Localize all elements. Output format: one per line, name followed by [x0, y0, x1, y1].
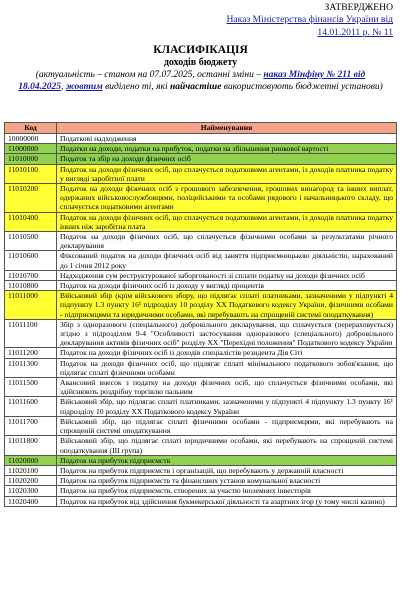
- table-row: [5, 455, 397, 465]
- row-code: 11011100: [5, 319, 57, 348]
- row-name: Податкові надходження: [57, 134, 397, 144]
- row-name: Авансовий внесок з податку на доходи фізичних осіб, що сплачується фізичними особами, які здійснюють роздрібну торгівлю пальним: [57, 378, 397, 397]
- row-name: Податки на доходи, податки на прибуток, податки на збільшення ринкової вартості: [57, 144, 397, 154]
- row-name: Військовий збір, що підлягає сплаті юридичними особами, які перебувають на спрощеній системі оподаткування (III група): [57, 436, 397, 455]
- row-code: 11011800: [5, 436, 57, 455]
- row-code: 11020400: [5, 496, 57, 506]
- table-row: [5, 144, 397, 154]
- table-row: [5, 270, 397, 280]
- approval-status: ЗАТВЕРДЖЕНО: [324, 2, 393, 13]
- note-emphasis-word: найчастіше: [169, 82, 222, 92]
- table-row: [5, 436, 397, 455]
- table-row: [5, 496, 397, 506]
- row-code: 11010000: [5, 154, 57, 164]
- row-code: 11020200: [5, 476, 57, 486]
- title-block: [0, 44, 401, 93]
- table-body: [5, 134, 397, 507]
- row-code: 11011300: [5, 358, 57, 377]
- row-code: 11010700: [5, 270, 57, 280]
- document-title: КЛАСИФІКАЦІЯ: [153, 44, 248, 56]
- row-name: Податок на доходи фізичних осіб, що підлягає сплаті мінімального податкового зобов'язання, що підлягає сплаті фізичними особами: [57, 358, 397, 377]
- table-row: [5, 212, 397, 231]
- row-code: 11011500: [5, 378, 57, 397]
- row-code: 11010400: [5, 212, 57, 231]
- row-name: Податок на доходи фізичних осіб, що сплачується податковими агентами, із доходів платника податку у вигляді заробітної плати: [57, 164, 397, 183]
- note-highlight-word: жовтим: [65, 82, 103, 92]
- table-row: [5, 232, 397, 251]
- header-name: Найменування: [57, 123, 397, 134]
- table-row: [5, 416, 397, 435]
- row-code: 11010100: [5, 164, 57, 183]
- table-row: [5, 184, 397, 213]
- table-row: [5, 397, 397, 416]
- row-name: Податок на прибуток підприємств і організацій, що перебувають у державній власності: [57, 465, 397, 475]
- note-part-5: виділено ті, які: [102, 82, 170, 92]
- row-name: Податок на доходи фізичних осіб із доходів спеціалістів резидента Дія Сіті: [57, 348, 397, 358]
- row-name: Податок на доходи фізичних осіб з грошового забезпечення, грошових винагород та інших виплат, одержаних військовослужбовцями, поліцейськими та особами рядового і начальницького складу, що сплачується податковими агентами: [57, 184, 397, 213]
- table-row: [5, 486, 397, 496]
- table-row: [5, 348, 397, 358]
- table-header-row: [5, 123, 397, 134]
- table-row: [5, 319, 397, 348]
- row-name: Податок на прибуток підприємств та фінансових установ комунальної власності: [57, 476, 397, 486]
- row-name: Податок на прибуток підприємств: [57, 455, 397, 465]
- amendment-order-link[interactable]: наказ Мінфіну № 211 від 18.04.2025: [18, 70, 366, 92]
- row-name: Фіксований податок на доходи фізичних осіб від заняття підприємницькою діяльністю, нарахований до 1 січня 2012 року: [57, 251, 397, 270]
- document-subtitle: доходів бюджету: [163, 57, 238, 68]
- table-row: [5, 358, 397, 377]
- note-part-3: ,: [60, 82, 66, 92]
- table-row: [5, 164, 397, 183]
- row-name: Військовий збір, що підлягає сплаті фізичними особами - підприємцями, які перебувають на спрощеній системі оподаткування: [57, 416, 397, 435]
- approval-block: [203, 2, 393, 39]
- row-code: 11011200: [5, 348, 57, 358]
- row-code: 11010200: [5, 184, 57, 213]
- table-row: [5, 154, 397, 164]
- row-name: Податок на доходи фізичних осіб, що сплачується податковими агентами, із доходів платника податку інших ніж заробітна плата: [57, 212, 397, 231]
- row-code: 11010500: [5, 232, 57, 251]
- row-code: 11020000: [5, 455, 57, 465]
- row-name: Військовий збір, що підлягає сплаті платниками, зазначеними у підпункті 4 підпункту 1.3 пункту 16¹ підрозділу 10 розділу XX Податкового кодексу України: [57, 397, 397, 416]
- row-code: 11000000: [5, 144, 57, 154]
- table-row: [5, 251, 397, 270]
- row-name: Збір з одноразового (спеціального) добровільного декларування, що сплачується (перераховується) згідно з підрозділом 9-4 "Особливості застосування одноразового (спеціального) добровільного декларування активів фізичних осіб" розділу XX "Перехідні положення" Податкового кодексу України: [57, 319, 397, 348]
- row-code: 11010800: [5, 281, 57, 291]
- row-code: 10000000: [5, 134, 57, 144]
- table-row: [5, 476, 397, 486]
- table-row: [5, 378, 397, 397]
- row-name: Військовий збір (крім військового збору, що підлягає сплаті платниками, зазначеними у підпункті 4 підпункту 1.3 пункту 16¹ підрозділу 10 розділу XX Податкового кодексу України, фізичними особами - підприємцями та юридичними особами, які перебувають на спрощеній системі оподаткування): [57, 291, 397, 320]
- row-code: 11011600: [5, 397, 57, 416]
- row-code: 11011000: [5, 291, 57, 320]
- note-part-1: (актуальність – станом на 07.07.2025, останні зміни –: [35, 70, 264, 80]
- classification-table: [4, 122, 397, 507]
- table-row: [5, 134, 397, 144]
- row-code: 11011700: [5, 416, 57, 435]
- actuality-note: [0, 69, 401, 93]
- row-code: 11020100: [5, 465, 57, 475]
- row-name: Податок на доходи фізичних осіб із доходу у вигляді процентів: [57, 281, 397, 291]
- table-row: [5, 281, 397, 291]
- row-name: Податок та збір на доходи фізичних осіб: [57, 154, 397, 164]
- table-row: [5, 465, 397, 475]
- row-code: 11020300: [5, 486, 57, 496]
- row-name: Податок на прибуток підприємств, створених за участю іноземних інвесторів: [57, 486, 397, 496]
- row-name: Надходження сум реструктурованої заборгованості зі сплати податку на доходи фізичних осіб: [57, 270, 397, 280]
- row-code: 11010600: [5, 251, 57, 270]
- header-code: Код: [5, 123, 57, 134]
- row-name: Податок на прибуток від здійснення букмекерської діяльності та азартних ігор (у тому числі казино): [57, 496, 397, 506]
- note-part-7: використовують бюджетні установи): [221, 82, 383, 92]
- approval-order-link[interactable]: Наказ Міністерства фінансів України від 14.01.2011 р. № 11: [226, 14, 393, 38]
- table-row: [5, 291, 397, 320]
- row-name: Податок на доходи фізичних осіб, що сплачується фізичними особами за результатами річного декларування: [57, 232, 397, 251]
